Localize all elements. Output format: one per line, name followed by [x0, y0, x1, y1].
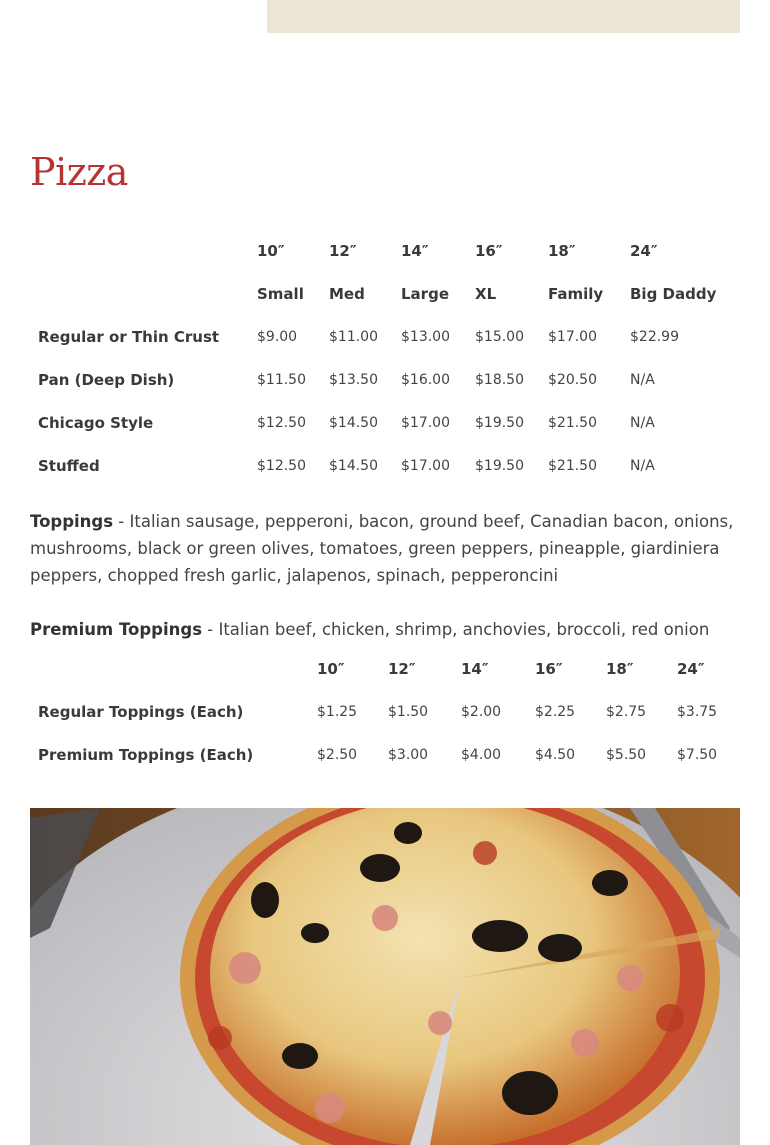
price-cell: $11.50 — [257, 371, 306, 388]
price-cell: $13.00 — [401, 328, 450, 345]
size-row — [30, 229, 740, 272]
pizza-photo — [30, 808, 740, 1145]
price-cell: $11.00 — [329, 328, 378, 345]
price-cell: $15.00 — [475, 328, 524, 345]
topping-type-label: Premium Toppings (Each) — [38, 745, 254, 764]
price-cell: N/A — [630, 457, 655, 474]
size-header: 18″ — [548, 241, 576, 260]
size-header: 18″ — [606, 659, 634, 678]
price-cell: $19.50 — [475, 414, 524, 431]
price-cell: $3.75 — [677, 703, 718, 720]
premium-toppings-list: - Italian beef, chicken, shrimp, anchovies, broccoli, red onion — [202, 620, 710, 639]
size-header: 12″ — [329, 241, 357, 260]
price-cell: $12.50 — [257, 414, 306, 431]
table-row — [30, 315, 740, 358]
table-row — [30, 401, 740, 444]
size-name-header: Large — [401, 284, 449, 303]
price-cell: $1.50 — [388, 703, 429, 720]
empty-header-cell — [30, 272, 249, 315]
pizza-price-table — [30, 229, 740, 487]
price-cell: $14.50 — [329, 457, 378, 474]
size-header: 16″ — [535, 659, 563, 678]
price-cell: $4.50 — [535, 746, 576, 763]
price-cell: $20.50 — [548, 371, 597, 388]
price-cell: $17.00 — [401, 414, 450, 431]
topping-type-label: Regular Toppings (Each) — [38, 702, 244, 721]
price-cell: $12.50 — [257, 457, 306, 474]
price-cell: $9.00 — [257, 328, 298, 345]
price-cell: N/A — [630, 371, 655, 388]
price-cell: N/A — [630, 414, 655, 431]
empty-header-cell — [30, 229, 249, 272]
toppings-description — [30, 508, 745, 589]
crust-label: Pan (Deep Dish) — [38, 370, 175, 389]
price-cell: $17.00 — [548, 328, 597, 345]
price-cell: $21.50 — [548, 457, 597, 474]
size-header: 24″ — [630, 241, 658, 260]
size-row — [30, 647, 740, 690]
toppings-list: - Italian sausage, pepperoni, bacon, ground beef, Canadian bacon, onions, mushrooms, black or green olives, tomatoes, green peppers, pineapple, giardiniera peppers, chopped fresh garlic, jalapenos, spinach, pepperoncini — [30, 512, 734, 585]
price-cell: $18.50 — [475, 371, 524, 388]
table-row — [30, 690, 740, 733]
size-header: 14″ — [461, 659, 489, 678]
toppings-label: Toppings — [30, 512, 114, 531]
size-name-row — [30, 272, 740, 315]
topping-price-table — [30, 647, 740, 776]
price-cell: $13.50 — [329, 371, 378, 388]
table-row — [30, 358, 740, 401]
size-header: 10″ — [257, 241, 285, 260]
premium-toppings-description — [30, 616, 745, 643]
price-cell: $2.25 — [535, 703, 576, 720]
price-cell: $4.00 — [461, 746, 502, 763]
size-name-header: Big Daddy — [630, 284, 717, 303]
price-cell: $5.50 — [606, 746, 647, 763]
price-cell: $2.00 — [461, 703, 502, 720]
section-title: Pizza — [30, 150, 128, 194]
size-name-header: Small — [257, 284, 304, 303]
crust-label: Stuffed — [38, 456, 100, 475]
crust-label: Chicago Style — [38, 413, 154, 432]
price-cell: $16.00 — [401, 371, 450, 388]
top-banner — [267, 0, 740, 33]
price-cell: $21.50 — [548, 414, 597, 431]
size-header: 14″ — [401, 241, 429, 260]
empty-header-cell — [30, 647, 309, 690]
price-cell: $3.00 — [388, 746, 429, 763]
price-cell: $2.50 — [317, 746, 358, 763]
size-name-header: XL — [475, 284, 497, 303]
table-row — [30, 733, 740, 776]
price-cell: $1.25 — [317, 703, 358, 720]
price-cell: $2.75 — [606, 703, 647, 720]
price-cell: $14.50 — [329, 414, 378, 431]
size-name-header: Med — [329, 284, 365, 303]
size-header: 16″ — [475, 241, 503, 260]
size-name-header: Family — [548, 284, 604, 303]
size-header: 10″ — [317, 659, 345, 678]
size-header: 12″ — [388, 659, 416, 678]
price-cell: $22.99 — [630, 328, 679, 345]
price-cell: $7.50 — [677, 746, 718, 763]
premium-toppings-label: Premium Toppings — [30, 620, 203, 639]
table-row — [30, 444, 740, 487]
crust-label: Regular or Thin Crust — [38, 327, 220, 346]
price-cell: $19.50 — [475, 457, 524, 474]
size-header: 24″ — [677, 659, 705, 678]
price-cell: $17.00 — [401, 457, 450, 474]
